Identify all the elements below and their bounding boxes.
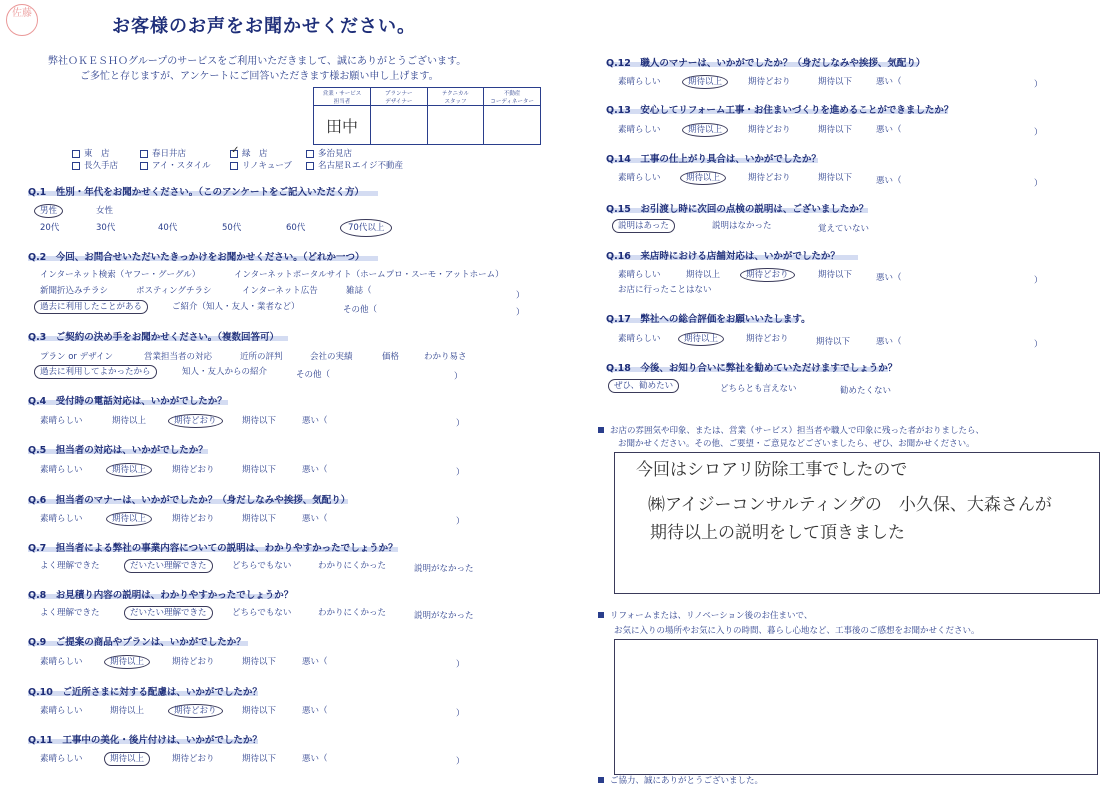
q2-search[interactable]: インターネット検索（ヤフー・グーグル）	[40, 270, 201, 280]
q18-not-recommend[interactable]: 勧めたくない	[840, 386, 892, 396]
q3-record[interactable]: 会社の実績	[310, 352, 353, 362]
q9-label: Q.9 ご提案の商品やプランは、いかがでしたか？	[28, 637, 246, 648]
seal-stamp: 佐藤	[6, 4, 38, 36]
q15-label: Q.15 お引渡し時に次回の点検の説明は、ございましたか？	[606, 204, 869, 215]
q15-explained[interactable]: 説明はあった	[618, 219, 669, 231]
q3-staff[interactable]: 営業担当者の対応	[144, 352, 213, 362]
checkbox-icon[interactable]	[306, 150, 314, 158]
q2-label: Q.2 今回、お問合せいただいたきっかけをお聞かせください。（どれか一つ）	[28, 252, 365, 263]
q12-bad[interactable]: 悪い（	[876, 77, 902, 87]
q16-excellent[interactable]: 素晴らしい	[618, 270, 661, 280]
q1-age-60s[interactable]: 60代	[286, 223, 306, 233]
q17-below[interactable]: 期待以下	[816, 337, 851, 347]
q3-past-good[interactable]: 過去に利用してよかったから	[40, 365, 151, 377]
q13-expected[interactable]: 期待どおり	[748, 125, 791, 135]
q8-understood[interactable]: よく理解できた	[40, 608, 100, 618]
q11-excellent[interactable]: 素晴らしい	[40, 754, 83, 764]
q14-above[interactable]: 期待以上	[686, 171, 720, 183]
checkbox-icon[interactable]	[230, 162, 238, 170]
staff-table	[313, 87, 541, 145]
store-renocube[interactable]: リノキューブ	[230, 159, 292, 171]
q6-above[interactable]: 期待以上	[112, 512, 146, 524]
q14-bad-close: ）	[1034, 179, 1043, 189]
q5-excellent[interactable]: 素晴らしい	[40, 465, 83, 475]
checkbox-icon[interactable]	[306, 162, 314, 170]
q1-age-40s[interactable]: 40代	[158, 223, 178, 233]
q16-bad-close: ）	[1034, 276, 1043, 286]
checkbox-icon[interactable]	[140, 150, 148, 158]
intro-line-2: ご多忙と存じますが、アンケートにご回答いただきます様お願い申し上げます。	[80, 71, 439, 82]
q4-excellent[interactable]: 素晴らしい	[40, 416, 83, 426]
q1-age-20s[interactable]: 20代	[40, 223, 60, 233]
intro-line-1: 弊社ＯＫＥＳＨＯグループのサービスをご利用いただきまして、誠にありがとうございます。	[48, 56, 467, 67]
q13-label: Q.13 安心してリフォーム工事・お住まいづくりを進めることができましたか？	[606, 105, 954, 116]
store-nagakute[interactable]: 長久手店	[72, 159, 118, 171]
q7-neutral[interactable]: どちらでもない	[232, 561, 292, 571]
q4-label: Q.4 受付時の電話対応は、いかがでしたか？	[28, 396, 227, 407]
q2-posting[interactable]: ポスティングチラシ	[136, 286, 212, 296]
store-istyle[interactable]: アイ・スタイル	[140, 159, 211, 171]
q8-label: Q.8 お見積り内容の説明は、わかりやすかったでしょうか？	[28, 590, 294, 601]
q8-unclear[interactable]: わかりにくかった	[318, 608, 387, 618]
q11-below[interactable]: 期待以下	[242, 754, 277, 764]
q10-expected[interactable]: 期待どおり	[174, 704, 217, 716]
store-kasugai[interactable]: 春日井店	[140, 147, 186, 159]
q5-bad[interactable]: 悪い（	[302, 465, 328, 475]
comment2-label-2: お気に入りの場所やお気に入りの時間、暮らし心地など、工事後のご感想をお聞かせください。	[614, 626, 980, 636]
q3-other-close: ）	[454, 372, 463, 382]
q1-male[interactable]: 男性	[40, 204, 57, 216]
checkbox-icon[interactable]	[72, 162, 80, 170]
q10-bad-close: ）	[456, 709, 465, 719]
comment1-label-2: お聞かせください。その他、ご要望・ご意見などございましたら、ぜひ、お聞かせください。	[618, 439, 975, 449]
square-bullet-icon	[598, 777, 604, 783]
q2-newspaper[interactable]: 新聞折込みチラシ	[40, 286, 109, 296]
staff-sales-name[interactable]: 田中	[314, 106, 371, 145]
checkbox-icon[interactable]	[140, 162, 148, 170]
q9-bad[interactable]: 悪い（	[302, 657, 328, 667]
q12-label: Q.12 職人のマナーは、いかがでしたか？（身だしなみや挨拶、気配り）	[606, 58, 926, 69]
q11-above[interactable]: 期待以上	[110, 752, 144, 764]
comment2-label-1: リフォームまたは、リノベーション後のお住まいで、	[598, 609, 812, 621]
q5-above[interactable]: 期待以上	[112, 463, 146, 475]
staff-technical-cell[interactable]	[427, 106, 484, 145]
q1-age-70plus[interactable]: 70代以上	[346, 221, 386, 233]
q18-label: Q.18 今後、お知り合いに弊社を勧めていただけますでしょうか？	[606, 363, 898, 374]
store-midori[interactable]: ✓ 緑 店	[231, 144, 268, 159]
q16-label: Q.16 来店時における店舗対応は、いかがでしたか？	[606, 251, 840, 262]
q12-bad-close: ）	[1034, 80, 1043, 90]
q3-friend[interactable]: 知人・友人からの紹介	[182, 367, 268, 377]
q4-bad[interactable]: 悪い（	[302, 416, 328, 426]
q3-label: Q.3 ご契約の決め手をお聞かせください。（複数回答可）	[28, 332, 280, 343]
q8-neutral[interactable]: どちらでもない	[232, 608, 292, 618]
q8-mostly[interactable]: だいたい理解できた	[130, 606, 207, 618]
q2-other-close: ）	[516, 308, 525, 318]
q5-label: Q.5 担当者の対応は、いかがでしたか？	[28, 445, 208, 456]
q12-expected[interactable]: 期待どおり	[748, 77, 791, 87]
square-bullet-icon	[598, 612, 604, 618]
q3-plan[interactable]: プラン or デザイン	[40, 352, 114, 362]
q17-bad[interactable]: 悪い（	[876, 337, 902, 347]
q14-expected[interactable]: 期待どおり	[748, 173, 791, 183]
q17-expected[interactable]: 期待どおり	[746, 334, 789, 344]
comment2-box[interactable]	[614, 639, 1098, 775]
store-tajimi[interactable]: 多治見店	[306, 147, 352, 159]
q14-bad[interactable]: 悪い（	[876, 176, 902, 186]
q13-above[interactable]: 期待以上	[688, 123, 722, 135]
q10-label: Q.10 ご近所さまに対する配慮は、いかがでしたか？	[28, 687, 262, 698]
square-bullet-icon	[598, 427, 604, 433]
q16-expected[interactable]: 期待どおり	[746, 268, 789, 280]
q3-reputation[interactable]: 近所の評判	[240, 352, 283, 362]
q1-label: Q.1 性別・年代をお聞かせください。（このアンケートをご記入いただく方）	[28, 187, 364, 198]
checkbox-icon[interactable]	[72, 150, 80, 158]
q7-label: Q.7 担当者による弊社の事業内容についての説明は、わかりやすかったでしょうか？	[28, 543, 398, 554]
q17-excellent[interactable]: 素晴らしい	[618, 334, 661, 344]
q4-above[interactable]: 期待以上	[112, 416, 147, 426]
q11-expected[interactable]: 期待どおり	[172, 754, 215, 764]
q11-bad[interactable]: 悪い（	[302, 754, 328, 764]
q5-below[interactable]: 期待以下	[242, 465, 277, 475]
q17-bad-close: ）	[1034, 340, 1043, 350]
q2-web-ad[interactable]: インターネット広告	[242, 286, 318, 296]
q16-bad[interactable]: 悪い（	[876, 273, 902, 283]
staff-header-sales: 営業・サービス 担当者	[314, 88, 371, 106]
q9-bad-close: ）	[456, 660, 465, 670]
q12-above[interactable]: 期待以上	[688, 75, 722, 87]
q8-none[interactable]: 説明がなかった	[414, 611, 474, 621]
q4-below[interactable]: 期待以下	[242, 416, 277, 426]
q13-bad-close: ）	[1034, 128, 1043, 138]
q4-bad-close: ）	[456, 419, 465, 429]
staff-realestate-cell[interactable]	[484, 106, 541, 145]
q7-understood[interactable]: よく理解できた	[40, 561, 100, 571]
q14-below[interactable]: 期待以下	[818, 173, 853, 183]
q16-above[interactable]: 期待以上	[686, 270, 721, 280]
q7-mostly[interactable]: だいたい理解できた	[130, 559, 207, 571]
q2-referral[interactable]: ご紹介（知人・友人・業者など）	[172, 302, 300, 312]
q13-excellent[interactable]: 素晴らしい	[618, 125, 661, 135]
q3-price[interactable]: 価格	[382, 352, 400, 362]
q6-bad-close: ）	[456, 517, 465, 527]
q5-expected[interactable]: 期待どおり	[172, 465, 215, 475]
q6-expected[interactable]: 期待どおり	[172, 514, 215, 524]
q12-below[interactable]: 期待以下	[818, 77, 853, 87]
q1-female[interactable]: 女性	[96, 206, 114, 216]
q14-label: Q.14 工事の仕上がり具合は、いかがでしたか？	[606, 154, 821, 165]
q7-none[interactable]: 説明がなかった	[414, 564, 474, 574]
staff-header-realestate: 不動産 コーディネーター	[484, 88, 541, 106]
q17-label: Q.17 弊社への総合評価をお願いいたします。	[606, 314, 811, 325]
q10-above[interactable]: 期待以上	[110, 706, 145, 716]
q6-bad[interactable]: 悪い（	[302, 514, 328, 524]
q10-below[interactable]: 期待以下	[242, 706, 277, 716]
q6-excellent[interactable]: 素晴らしい	[40, 514, 83, 524]
q12-excellent[interactable]: 素晴らしい	[618, 77, 661, 87]
comment1-line-1: 今回はシロアリ防除工事でしたので	[636, 460, 908, 480]
thanks-line: ご協力、誠にありがとうございました。	[598, 774, 763, 786]
store-east[interactable]: 東 店	[72, 147, 110, 159]
q18-recommend[interactable]: ぜひ、勧めたい	[614, 379, 673, 391]
store-nagoya-rage[interactable]: 名古屋Ｒエイジ不動産	[306, 159, 403, 171]
q6-label: Q.6 担当者のマナーは、いかがでしたか？（身だしなみや挨拶、気配り）	[28, 495, 351, 506]
q2-past-use[interactable]: 過去に利用したことがある	[40, 300, 142, 312]
q2-portal[interactable]: インターネットポータルサイト（ホームプロ・スーモ・アットホーム）	[234, 270, 504, 280]
q16-below[interactable]: 期待以下	[818, 270, 853, 280]
q3-clarity[interactable]: わかり易さ	[424, 352, 467, 362]
page-title: お客様のお声をお聞かせください。	[112, 16, 416, 37]
staff-planner-cell[interactable]	[370, 106, 427, 145]
q4-expected[interactable]: 期待どおり	[174, 414, 217, 426]
q13-bad[interactable]: 悪い（	[876, 125, 902, 135]
q2-magazine[interactable]: 雑誌（	[346, 286, 372, 296]
comment1-line-3: 期待以上の説明をして頂きました	[650, 523, 905, 543]
q17-above[interactable]: 期待以上	[684, 332, 718, 344]
q11-label: Q.11 工事中の美化・後片付けは、いかがでしたか？	[28, 735, 262, 746]
q9-above[interactable]: 期待以上	[110, 655, 144, 667]
comment1-label-1: お店の雰囲気や印象、または、営業（サービス）担当者や職人で印象に残った者がおりましたら、	[598, 424, 984, 436]
q14-excellent[interactable]: 素晴らしい	[618, 173, 661, 183]
q6-below[interactable]: 期待以下	[242, 514, 277, 524]
q9-excellent[interactable]: 素晴らしい	[40, 657, 83, 667]
q3-other[interactable]: その他（	[296, 370, 331, 380]
comment1-line-2: ㈱アイジーコンサルティングの 小久保、大森さんが	[648, 495, 1052, 515]
q16-never-visited[interactable]: お店に行ったことはない	[618, 285, 712, 295]
q15-dont-remember[interactable]: 覚えていない	[818, 224, 870, 234]
staff-header-technical: テクニカル スタッフ	[427, 88, 484, 106]
q5-bad-close: ）	[456, 468, 465, 478]
q7-unclear[interactable]: わかりにくかった	[318, 561, 387, 571]
q18-neutral[interactable]: どちらとも言えない	[720, 384, 797, 394]
q15-not-explained[interactable]: 説明はなかった	[712, 221, 772, 231]
checked-checkbox-icon[interactable]: ✓	[231, 144, 240, 156]
q11-bad-close: ）	[456, 757, 465, 767]
staff-header-planner: プランナー デザイナー	[370, 88, 427, 106]
q9-expected[interactable]: 期待どおり	[172, 657, 215, 667]
q1-age-50s[interactable]: 50代	[222, 223, 242, 233]
q10-excellent[interactable]: 素晴らしい	[40, 706, 83, 716]
q1-age-30s[interactable]: 30代	[96, 223, 116, 233]
q2-magazine-close: ）	[516, 291, 525, 301]
q2-other[interactable]: その他（	[343, 305, 378, 315]
q10-bad[interactable]: 悪い（	[302, 706, 328, 716]
q9-below[interactable]: 期待以下	[242, 657, 277, 667]
q13-below[interactable]: 期待以下	[818, 125, 853, 135]
